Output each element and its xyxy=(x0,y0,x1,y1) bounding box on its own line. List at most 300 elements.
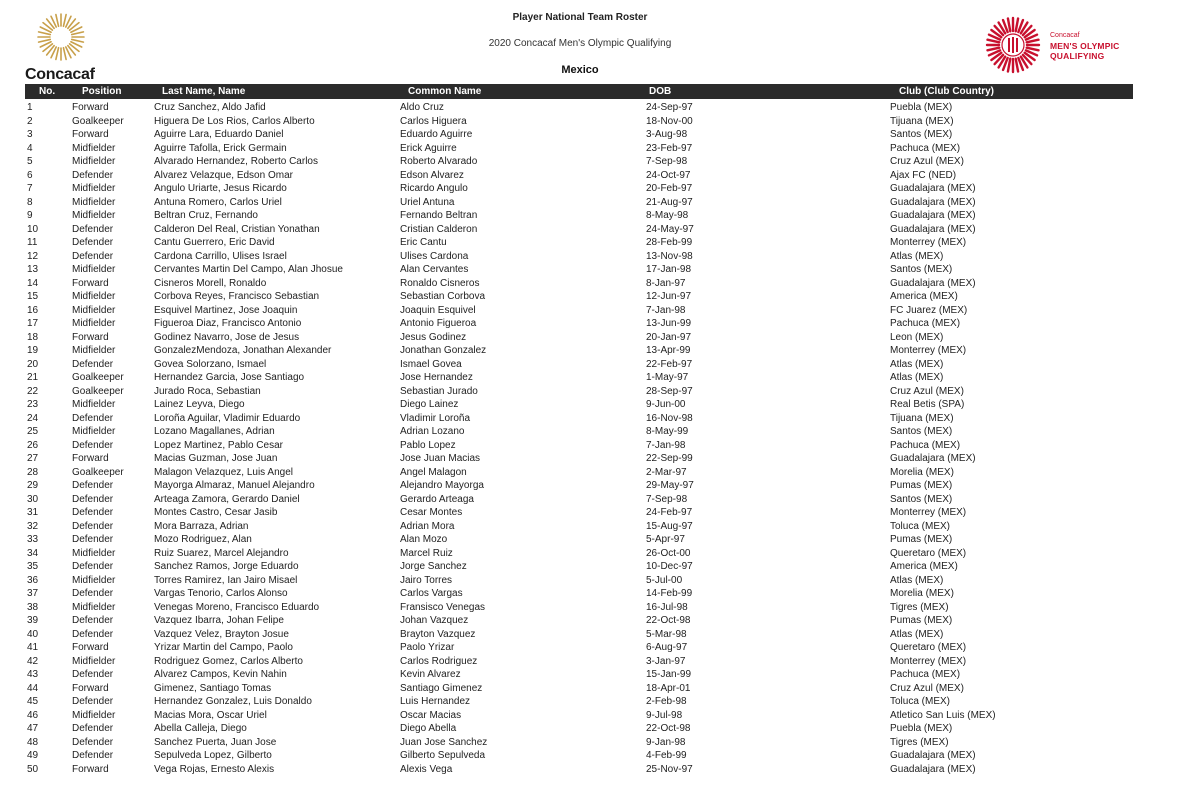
cell-no: 10 xyxy=(27,223,39,235)
cell-no: 39 xyxy=(27,615,39,626)
cell-dob: 13-Apr-99 xyxy=(646,345,691,356)
cell-position: Defender xyxy=(72,412,114,424)
cell-no: 12 xyxy=(27,250,39,262)
cell-common-name: Ismael Govea xyxy=(400,358,462,370)
cell-name: Mora Barraza, Adrian xyxy=(154,520,249,532)
cell-common-name: Joaquin Esquivel xyxy=(400,304,476,316)
cell-name: Godinez Navarro, Jose de Jesus xyxy=(154,331,300,343)
cell-common-name: Alexis Vega xyxy=(400,763,453,775)
table-row xyxy=(25,506,1133,520)
cell-position: Midfielder xyxy=(72,291,116,302)
cell-club: Guadalajara (MEX) xyxy=(890,196,976,208)
cell-name: Malagon Velazquez, Luis Angel xyxy=(154,466,293,478)
table-row xyxy=(25,412,1133,426)
cell-no: 22 xyxy=(27,385,39,397)
table-row xyxy=(25,574,1133,588)
cell-dob: 20-Feb-97 xyxy=(646,183,693,194)
cell-name: GonzalezMendoza, Jonathan Alexander xyxy=(154,345,332,356)
cell-dob: 6-Aug-97 xyxy=(646,642,688,653)
cell-dob: 3-Aug-98 xyxy=(646,129,688,140)
cell-dob: 17-Jan-98 xyxy=(646,264,692,275)
cell-dob: 21-Aug-97 xyxy=(646,196,693,208)
cell-club: Tigres (MEX) xyxy=(890,736,949,748)
cell-no: 29 xyxy=(27,480,39,491)
cell-position: Midfielder xyxy=(72,709,116,721)
table-row xyxy=(25,520,1133,534)
cell-position: Defender xyxy=(72,750,114,761)
cell-position: Defender xyxy=(72,534,114,545)
cell-name: Sepulveda Lopez, Gilberto xyxy=(154,750,272,761)
cell-dob: 18-Nov-00 xyxy=(646,115,693,127)
header-no: No. xyxy=(39,86,56,97)
cell-dob: 9-Jan-98 xyxy=(646,736,686,748)
olympic-logo-brand: Concacaf xyxy=(1050,32,1080,39)
cell-dob: 15-Aug-97 xyxy=(646,520,693,532)
cell-name: Lainez Leyva, Diego xyxy=(154,399,245,410)
cell-club: Monterrey (MEX) xyxy=(890,237,967,248)
cell-position: Defender xyxy=(72,169,114,181)
cell-club: America (MEX) xyxy=(890,291,958,302)
cell-dob: 7-Sep-98 xyxy=(646,156,688,167)
cell-club: Morelia (MEX) xyxy=(890,588,954,599)
table-row xyxy=(25,614,1133,628)
table-row xyxy=(25,371,1133,385)
olympic-logo-line1: MEN'S OLYMPIC xyxy=(1050,41,1120,51)
cell-name: Yrizar Martin del Campo, Paolo xyxy=(154,642,293,653)
cell-common-name: Gerardo Arteaga xyxy=(400,493,474,505)
table-row xyxy=(25,587,1133,601)
team-name: Mexico xyxy=(561,64,599,76)
cell-dob: 18-Apr-01 xyxy=(646,682,691,694)
cell-name: Cervantes Martin Del Campo, Alan Jhosue xyxy=(154,264,343,275)
cell-common-name: Kevin Alvarez xyxy=(400,669,461,680)
table-row xyxy=(25,479,1133,493)
table-header xyxy=(25,84,1133,99)
cell-position: Defender xyxy=(72,723,114,734)
cell-common-name: Aldo Cruz xyxy=(400,102,444,113)
cell-position: Midfielder xyxy=(72,210,116,221)
cell-dob: 7-Sep-98 xyxy=(646,493,688,505)
header-position: Position xyxy=(82,86,122,97)
cell-club: Atlas (MEX) xyxy=(890,574,944,586)
cell-dob: 5-Apr-97 xyxy=(646,534,685,545)
cell-dob: 2-Feb-98 xyxy=(646,696,687,707)
cell-position: Goalkeeper xyxy=(72,115,124,127)
cell-club: Queretaro (MEX) xyxy=(890,547,967,559)
cell-club: Guadalajara (MEX) xyxy=(890,453,976,464)
cell-common-name: Adrian Mora xyxy=(400,520,455,532)
cell-common-name: Uriel Antuna xyxy=(400,196,455,208)
cell-club: Santos (MEX) xyxy=(890,129,953,140)
cell-name: Lozano Magallanes, Adrian xyxy=(154,426,275,437)
cell-position: Defender xyxy=(72,669,114,680)
cell-club: Cruz Azul (MEX) xyxy=(890,385,964,397)
table-row xyxy=(25,709,1133,723)
cell-position: Forward xyxy=(72,277,109,289)
cell-name: Aguirre Tafolla, Erick Germain xyxy=(154,142,287,154)
cell-position: Midfielder xyxy=(72,426,116,437)
table-row xyxy=(25,628,1133,642)
cell-club: Pumas (MEX) xyxy=(890,534,953,545)
cell-club: Santos (MEX) xyxy=(890,493,953,505)
cell-club: Ajax FC (NED) xyxy=(890,169,957,181)
cell-no: 20 xyxy=(27,358,39,370)
cell-club: Pachuca (MEX) xyxy=(890,439,961,451)
cell-dob: 25-Nov-97 xyxy=(646,763,693,775)
table-row xyxy=(25,547,1133,561)
table-row xyxy=(25,304,1133,318)
cell-dob: 4-Feb-99 xyxy=(646,750,687,761)
cell-position: Midfielder xyxy=(72,304,116,316)
table-row xyxy=(25,425,1133,439)
cell-club: Puebla (MEX) xyxy=(890,102,953,113)
cell-club: Pachuca (MEX) xyxy=(890,142,961,154)
cell-common-name: Brayton Vazquez xyxy=(400,628,476,640)
cell-name: Sanchez Ramos, Jorge Eduardo xyxy=(154,561,299,572)
cell-club: Monterrey (MEX) xyxy=(890,655,967,667)
cell-no: 27 xyxy=(27,453,39,464)
cell-position: Midfielder xyxy=(72,156,116,167)
cell-common-name: Roberto Alvarado xyxy=(400,156,478,167)
cell-dob: 20-Jan-97 xyxy=(646,331,692,343)
cell-dob: 13-Nov-98 xyxy=(646,250,693,262)
cell-dob: 28-Sep-97 xyxy=(646,385,693,397)
cell-no: 19 xyxy=(27,345,39,356)
page-title: Player National Team Roster xyxy=(512,12,648,23)
cell-no: 11 xyxy=(27,237,38,248)
table-row xyxy=(25,142,1133,156)
cell-club: Tijuana (MEX) xyxy=(890,115,954,127)
cell-no: 33 xyxy=(27,534,39,545)
cell-common-name: Ronaldo Cisneros xyxy=(400,277,480,289)
cell-name: Calderon Del Real, Cristian Yonathan xyxy=(154,223,320,235)
cell-position: Midfielder xyxy=(72,655,116,667)
table-row xyxy=(25,439,1133,453)
cell-common-name: Cesar Montes xyxy=(400,507,463,518)
cell-name: Sanchez Puerta, Juan Jose xyxy=(154,736,277,748)
table-row xyxy=(25,452,1133,466)
cell-dob: 8-May-99 xyxy=(646,426,689,437)
cell-dob: 5-Jul-00 xyxy=(646,574,683,586)
cell-position: Defender xyxy=(72,439,114,451)
cell-no: 45 xyxy=(27,696,39,707)
cell-position: Midfielder xyxy=(72,399,116,410)
cell-name: Rodriguez Gomez, Carlos Alberto xyxy=(154,655,303,667)
cell-dob: 8-May-98 xyxy=(646,210,689,221)
cell-no: 30 xyxy=(27,493,39,505)
cell-club: Pumas (MEX) xyxy=(890,480,953,491)
cell-club: Leon (MEX) xyxy=(890,331,944,343)
cell-club: Atletico San Luis (MEX) xyxy=(890,709,996,721)
table-row xyxy=(25,317,1133,331)
cell-name: Esquivel Martinez, Jose Joaquin xyxy=(154,304,298,316)
cell-common-name: Juan Jose Sanchez xyxy=(400,736,488,748)
cell-common-name: Vladimir Loroña xyxy=(400,412,471,424)
cell-no: 8 xyxy=(27,196,33,208)
cell-dob: 24-Feb-97 xyxy=(646,507,693,518)
cell-no: 4 xyxy=(27,142,33,154)
table-row xyxy=(25,466,1133,480)
cell-name: Alvarez Campos, Kevin Nahin xyxy=(154,669,287,680)
cell-no: 48 xyxy=(27,736,39,748)
cell-club: Pachuca (MEX) xyxy=(890,669,961,680)
table-row xyxy=(25,344,1133,358)
cell-no: 7 xyxy=(27,183,33,194)
cell-name: Angulo Uriarte, Jesus Ricardo xyxy=(154,183,287,194)
cell-club: Atlas (MEX) xyxy=(890,250,944,262)
cell-common-name: Jairo Torres xyxy=(400,574,453,586)
cell-position: Midfielder xyxy=(72,345,116,356)
cell-position: Defender xyxy=(72,507,114,518)
cell-club: FC Juarez (MEX) xyxy=(890,304,968,316)
cell-common-name: Cristian Calderon xyxy=(400,223,478,235)
cell-name: Beltran Cruz, Fernando xyxy=(154,210,258,221)
cell-club: Toluca (MEX) xyxy=(890,696,951,707)
cell-name: Aguirre Lara, Eduardo Daniel xyxy=(154,129,284,140)
cell-position: Midfielder xyxy=(72,264,116,275)
cell-common-name: Carlos Vargas xyxy=(400,588,463,599)
cell-common-name: Jonathan Gonzalez xyxy=(400,345,487,356)
cell-no: 47 xyxy=(27,723,39,734)
cell-position: Defender xyxy=(72,480,114,491)
table-row xyxy=(25,601,1133,615)
cell-club: Pachuca (MEX) xyxy=(890,318,961,329)
cell-dob: 29-May-97 xyxy=(646,480,694,491)
cell-dob: 10-Dec-97 xyxy=(646,561,693,572)
cell-position: Midfielder xyxy=(72,183,116,194)
cell-name: Vazquez Velez, Brayton Josue xyxy=(154,628,289,640)
cell-dob: 1-May-97 xyxy=(646,372,689,383)
cell-dob: 13-Jun-99 xyxy=(646,318,692,329)
table-row xyxy=(25,655,1133,669)
cell-club: Monterrey (MEX) xyxy=(890,345,967,356)
cell-no: 26 xyxy=(27,439,39,451)
cell-name: Cisneros Morell, Ronaldo xyxy=(154,277,267,289)
cell-name: Govea Solorzano, Ismael xyxy=(154,358,267,370)
cell-dob: 26-Oct-00 xyxy=(646,547,691,559)
cell-position: Forward xyxy=(72,453,109,464)
cell-no: 2 xyxy=(27,115,33,127)
cell-no: 9 xyxy=(27,210,33,221)
table-row xyxy=(25,236,1133,250)
cell-club: Monterrey (MEX) xyxy=(890,507,967,518)
cell-name: Corbova Reyes, Francisco Sebastian xyxy=(154,291,320,302)
cell-position: Goalkeeper xyxy=(72,385,124,397)
cell-common-name: Jesus Godinez xyxy=(400,331,467,343)
table-row xyxy=(25,385,1133,399)
cell-no: 23 xyxy=(27,399,39,410)
cell-common-name: Antonio Figueroa xyxy=(400,318,477,329)
table-row xyxy=(25,749,1133,763)
table-row xyxy=(25,209,1133,223)
cell-no: 28 xyxy=(27,466,39,478)
cell-dob: 9-Jul-98 xyxy=(646,709,683,721)
cell-name: Cardona Carrillo, Ulises Israel xyxy=(154,250,287,262)
cell-name: Abella Calleja, Diego xyxy=(154,723,247,734)
cell-position: Goalkeeper xyxy=(72,372,124,383)
cell-position: Forward xyxy=(72,642,109,653)
cell-no: 13 xyxy=(27,264,39,275)
cell-position: Defender xyxy=(72,493,114,505)
cell-position: Midfielder xyxy=(72,196,116,208)
cell-dob: 24-May-97 xyxy=(646,223,694,235)
cell-position: Midfielder xyxy=(72,318,116,329)
cell-no: 43 xyxy=(27,669,39,680)
cell-common-name: Eduardo Aguirre xyxy=(400,129,473,140)
cell-name: Arteaga Zamora, Gerardo Daniel xyxy=(154,493,300,505)
cell-name: Alvarado Hernandez, Roberto Carlos xyxy=(154,156,318,167)
table-row xyxy=(25,101,1133,115)
cell-club: Toluca (MEX) xyxy=(890,520,951,532)
cell-position: Defender xyxy=(72,615,114,626)
cell-position: Forward xyxy=(72,129,109,140)
cell-common-name: Carlos Higuera xyxy=(400,115,467,127)
cell-club: Guadalajara (MEX) xyxy=(890,183,976,194)
cell-common-name: Gilberto Sepulveda xyxy=(400,750,486,761)
cell-position: Goalkeeper xyxy=(72,466,124,478)
cell-common-name: Paolo Yrizar xyxy=(400,642,455,653)
cell-position: Defender xyxy=(72,736,114,748)
table-row xyxy=(25,641,1133,655)
cell-dob: 23-Feb-97 xyxy=(646,142,693,154)
cell-common-name: Luis Hernandez xyxy=(400,696,471,707)
cell-club: Atlas (MEX) xyxy=(890,372,944,383)
cell-common-name: Fransisco Venegas xyxy=(400,601,486,613)
header-common-name: Common Name xyxy=(408,86,482,97)
cell-name: Macias Guzman, Jose Juan xyxy=(154,453,278,464)
cell-dob: 15-Jan-99 xyxy=(646,669,692,680)
cell-name: Torres Ramirez, Ian Jairo Misael xyxy=(154,574,298,586)
cell-name: Ruiz Suarez, Marcel Alejandro xyxy=(154,547,289,559)
cell-common-name: Alejandro Mayorga xyxy=(400,480,484,491)
cell-no: 31 xyxy=(27,507,39,518)
olympic-badge-icon xyxy=(985,16,1041,74)
cell-dob: 2-Mar-97 xyxy=(646,466,687,478)
cell-no: 36 xyxy=(27,574,39,586)
table-row xyxy=(25,533,1133,547)
table-row xyxy=(25,223,1133,237)
cell-common-name: Jose Juan Macias xyxy=(400,453,481,464)
cell-name: Hernandez Garcia, Jose Santiago xyxy=(154,372,305,383)
cell-common-name: Alan Mozo xyxy=(400,534,448,545)
cell-common-name: Diego Lainez xyxy=(400,399,459,410)
cell-common-name: Santiago Gimenez xyxy=(400,682,483,694)
cell-club: Queretaro (MEX) xyxy=(890,642,967,653)
table-row xyxy=(25,695,1133,709)
cell-position: Forward xyxy=(72,331,109,343)
cell-position: Midfielder xyxy=(72,142,116,154)
cell-common-name: Diego Abella xyxy=(400,723,457,734)
header-dob: DOB xyxy=(649,86,672,97)
cell-common-name: Edson Alvarez xyxy=(400,169,464,181)
cell-name: Higuera De Los Rios, Carlos Alberto xyxy=(154,115,315,127)
cell-common-name: Angel Malagon xyxy=(400,466,467,478)
table-row xyxy=(25,398,1133,412)
table-row xyxy=(25,682,1133,696)
cell-no: 25 xyxy=(27,426,39,437)
cell-dob: 5-Mar-98 xyxy=(646,628,687,640)
cell-position: Defender xyxy=(72,696,114,707)
cell-no: 3 xyxy=(27,129,33,140)
cell-club: Santos (MEX) xyxy=(890,264,953,275)
cell-common-name: Eric Cantu xyxy=(400,237,447,248)
cell-no: 46 xyxy=(27,709,39,721)
cell-no: 34 xyxy=(27,547,39,559)
cell-dob: 7-Jan-98 xyxy=(646,439,686,451)
cell-common-name: Pablo Lopez xyxy=(400,439,456,451)
cell-no: 42 xyxy=(27,655,39,667)
cell-club: Atlas (MEX) xyxy=(890,628,944,640)
table-row xyxy=(25,736,1133,750)
cell-position: Defender xyxy=(72,250,114,262)
cell-common-name: Fernando Beltran xyxy=(400,210,478,221)
cell-no: 44 xyxy=(27,682,39,694)
cell-no: 40 xyxy=(27,628,39,640)
table-row xyxy=(25,250,1133,264)
cell-club: Tijuana (MEX) xyxy=(890,412,954,424)
cell-club: Cruz Azul (MEX) xyxy=(890,156,964,167)
cell-name: Mozo Rodriguez, Alan xyxy=(154,534,252,545)
cell-no: 18 xyxy=(27,331,39,343)
cell-name: Loroña Aguilar, Vladimir Eduardo xyxy=(154,412,301,424)
cell-club: Real Betis (SPA) xyxy=(890,399,965,410)
cell-position: Defender xyxy=(72,223,114,235)
cell-name: Cantu Guerrero, Eric David xyxy=(154,237,275,248)
cell-common-name: Marcel Ruiz xyxy=(400,547,453,559)
cell-no: 15 xyxy=(27,291,39,302)
cell-no: 1 xyxy=(27,102,33,113)
table-row xyxy=(25,155,1133,169)
olympic-qualifying-logo xyxy=(985,16,1145,78)
cell-position: Defender xyxy=(72,561,114,572)
cell-dob: 8-Jan-97 xyxy=(646,277,686,289)
table-row xyxy=(25,115,1133,129)
cell-position: Defender xyxy=(72,628,114,640)
cell-position: Midfielder xyxy=(72,601,116,613)
header-name: Last Name, Name xyxy=(162,86,246,97)
cell-name: Vazquez Ibarra, Johan Felipe xyxy=(154,615,284,626)
cell-common-name: Carlos Rodriguez xyxy=(400,655,478,667)
cell-name: Vega Rojas, Ernesto Alexis xyxy=(154,763,275,775)
table-row xyxy=(25,182,1133,196)
cell-club: Atlas (MEX) xyxy=(890,358,944,370)
cell-club: Santos (MEX) xyxy=(890,426,953,437)
cell-name: Antuna Romero, Carlos Uriel xyxy=(154,196,282,208)
cell-no: 6 xyxy=(27,169,33,181)
cell-club: Cruz Azul (MEX) xyxy=(890,682,964,694)
roster-table xyxy=(25,101,1133,776)
cell-no: 16 xyxy=(27,304,39,316)
cell-no: 49 xyxy=(27,750,39,761)
cell-dob: 16-Nov-98 xyxy=(646,412,693,424)
cell-dob: 12-Jun-97 xyxy=(646,291,692,302)
cell-club: Morelia (MEX) xyxy=(890,466,954,478)
cell-name: Gimenez, Santiago Tomas xyxy=(154,682,272,694)
cell-no: 24 xyxy=(27,412,39,424)
cell-common-name: Ulises Cardona xyxy=(400,250,469,262)
cell-position: Defender xyxy=(72,588,114,599)
cell-club: Puebla (MEX) xyxy=(890,723,953,734)
cell-dob: 9-Jun-00 xyxy=(646,399,686,410)
cell-club: Guadalajara (MEX) xyxy=(890,223,976,235)
cell-common-name: Sebastian Corbova xyxy=(400,291,486,302)
cell-no: 50 xyxy=(27,763,39,775)
table-row xyxy=(25,722,1133,736)
cell-dob: 16-Jul-98 xyxy=(646,601,688,613)
table-row xyxy=(25,290,1133,304)
cell-position: Defender xyxy=(72,237,114,248)
cell-position: Forward xyxy=(72,763,109,775)
